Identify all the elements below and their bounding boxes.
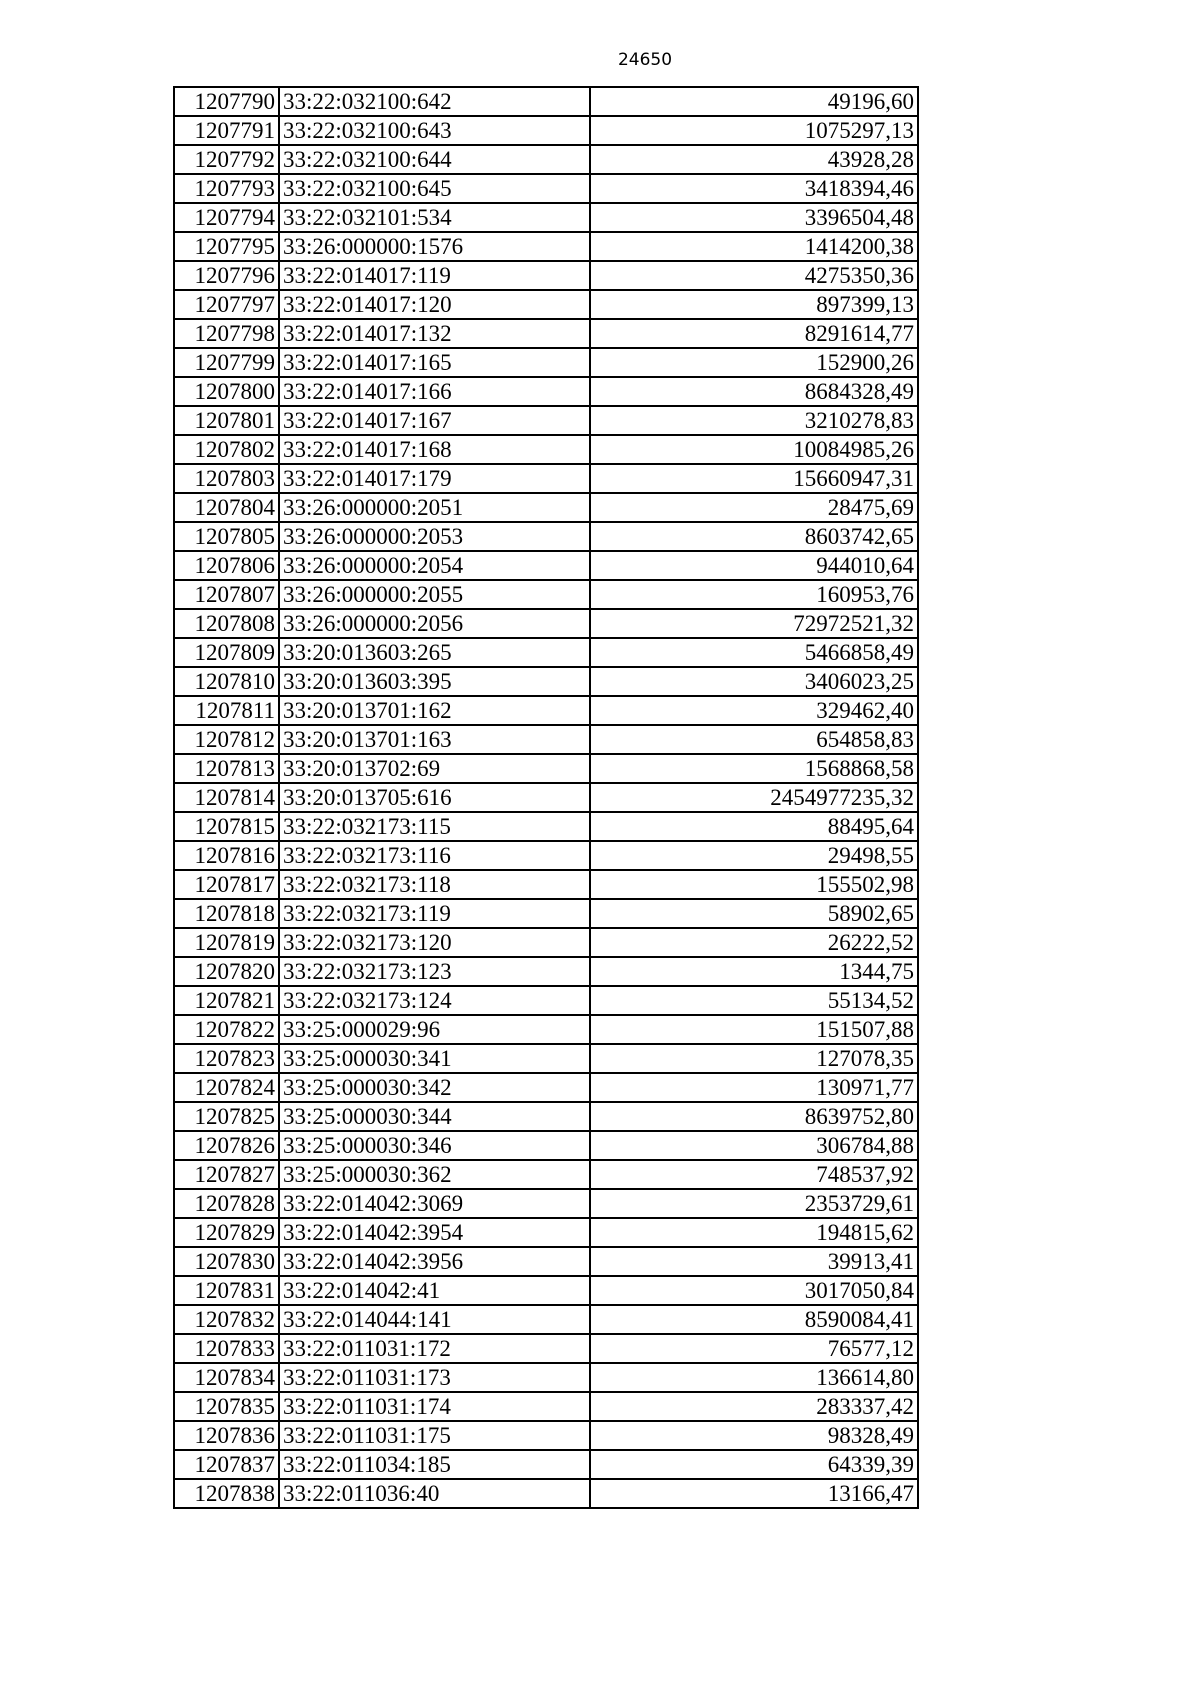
row-number-cell: 1207834 [174,1363,279,1392]
cadastral-number-cell: 33:22:011036:40 [279,1479,590,1508]
table-row [174,957,918,986]
cadastral-number-cell: 33:22:032100:645 [279,174,590,203]
table-row [174,1015,918,1044]
table-row [174,145,918,174]
cadastral-number-cell: 33:22:032173:124 [279,986,590,1015]
cadastral-number-cell: 33:22:032173:123 [279,957,590,986]
row-number-cell: 1207809 [174,638,279,667]
row-number-cell: 1207836 [174,1421,279,1450]
row-number-cell: 1207816 [174,841,279,870]
row-number-cell: 1207820 [174,957,279,986]
row-number-cell: 1207827 [174,1160,279,1189]
cadastral-value-cell: 88495,64 [590,812,918,841]
cadastral-number-cell: 33:22:014017:166 [279,377,590,406]
cadastral-number-cell: 33:22:032173:120 [279,928,590,957]
row-number-cell: 1207803 [174,464,279,493]
row-number-cell: 1207805 [174,522,279,551]
table-row [174,1102,918,1131]
cadastral-number-cell: 33:22:014042:3069 [279,1189,590,1218]
table-row [174,406,918,435]
cadastral-number-cell: 33:22:014017:179 [279,464,590,493]
cadastral-number-cell: 33:20:013702:69 [279,754,590,783]
cadastral-number-cell: 33:22:014017:132 [279,319,590,348]
cadastral-number-cell: 33:22:014017:119 [279,261,590,290]
cadastral-value-cell: 29498,55 [590,841,918,870]
table-row [174,493,918,522]
cadastral-number-cell: 33:22:014017:167 [279,406,590,435]
cadastral-value-cell: 8603742,65 [590,522,918,551]
table-row [174,232,918,261]
cadastral-value-cell: 76577,12 [590,1334,918,1363]
row-number-cell: 1207791 [174,116,279,145]
row-number-cell: 1207818 [174,899,279,928]
table-row [174,319,918,348]
cadastral-value-cell: 98328,49 [590,1421,918,1450]
cadastral-number-cell: 33:20:013705:616 [279,783,590,812]
row-number-cell: 1207831 [174,1276,279,1305]
cadastral-number-cell: 33:22:014017:120 [279,290,590,319]
cadastral-value-cell: 1568868,58 [590,754,918,783]
table-row [174,928,918,957]
cadastral-value-cell: 8684328,49 [590,377,918,406]
cadastral-value-cell: 152900,26 [590,348,918,377]
row-number-cell: 1207826 [174,1131,279,1160]
table-row [174,986,918,1015]
cadastral-value-cell: 151507,88 [590,1015,918,1044]
table-row [174,696,918,725]
row-number-cell: 1207796 [174,261,279,290]
cadastral-number-cell: 33:20:013701:162 [279,696,590,725]
cadastral-value-cell: 4275350,36 [590,261,918,290]
cadastral-value-cell: 8590084,41 [590,1305,918,1334]
row-number-cell: 1207823 [174,1044,279,1073]
cadastral-number-cell: 33:26:000000:2056 [279,609,590,638]
cadastral-value-cell: 58902,65 [590,899,918,928]
cadastral-value-cell: 1075297,13 [590,116,918,145]
row-number-cell: 1207808 [174,609,279,638]
row-number-cell: 1207797 [174,290,279,319]
table-row [174,203,918,232]
cadastral-number-cell: 33:22:014017:168 [279,435,590,464]
cadastral-value-cell: 2353729,61 [590,1189,918,1218]
row-number-cell: 1207833 [174,1334,279,1363]
row-number-cell: 1207838 [174,1479,279,1508]
cadastral-value-cell: 3406023,25 [590,667,918,696]
cadastral-number-cell: 33:25:000030:344 [279,1102,590,1131]
cadastral-value-cell: 3017050,84 [590,1276,918,1305]
cadastral-value-cell: 28475,69 [590,493,918,522]
table-row [174,174,918,203]
table-row [174,261,918,290]
table-row [174,1305,918,1334]
row-number-cell: 1207824 [174,1073,279,1102]
table-row [174,1073,918,1102]
cadastral-value-cell: 13166,47 [590,1479,918,1508]
cadastral-number-cell: 33:22:011031:174 [279,1392,590,1421]
row-number-cell: 1207801 [174,406,279,435]
cadastral-value-cell: 748537,92 [590,1160,918,1189]
row-number-cell: 1207813 [174,754,279,783]
cadastral-value-cell: 283337,42 [590,1392,918,1421]
cadastral-number-cell: 33:22:011031:172 [279,1334,590,1363]
row-number-cell: 1207798 [174,319,279,348]
cadastral-value-cell: 160953,76 [590,580,918,609]
cadastral-number-cell: 33:22:014042:3956 [279,1247,590,1276]
cadastral-value-cell: 654858,83 [590,725,918,754]
cadastral-number-cell: 33:26:000000:1576 [279,232,590,261]
cadastral-value-cell: 15660947,31 [590,464,918,493]
row-number-cell: 1207794 [174,203,279,232]
row-number-cell: 1207795 [174,232,279,261]
cadastral-number-cell: 33:22:032100:643 [279,116,590,145]
cadastral-value-cell: 10084985,26 [590,435,918,464]
cadastral-number-cell: 33:22:032173:115 [279,812,590,841]
table-row [174,464,918,493]
table-row [174,1421,918,1450]
cadastral-number-cell: 33:25:000030:341 [279,1044,590,1073]
cadastral-number-cell: 33:25:000030:342 [279,1073,590,1102]
row-number-cell: 1207790 [174,87,279,116]
row-number-cell: 1207829 [174,1218,279,1247]
table-row [174,1218,918,1247]
cadastral-number-cell: 33:22:011031:175 [279,1421,590,1450]
cadastral-value-cell: 329462,40 [590,696,918,725]
cadastral-value-cell: 127078,35 [590,1044,918,1073]
table-body [174,87,918,1508]
table-row [174,870,918,899]
cadastral-number-cell: 33:26:000000:2053 [279,522,590,551]
cadastral-value-cell: 944010,64 [590,551,918,580]
table-row [174,725,918,754]
cadastral-number-cell: 33:20:013701:163 [279,725,590,754]
table-row [174,1392,918,1421]
table-row [174,116,918,145]
row-number-cell: 1207815 [174,812,279,841]
row-number-cell: 1207837 [174,1450,279,1479]
table-row [174,1044,918,1073]
table-row [174,1450,918,1479]
row-number-cell: 1207804 [174,493,279,522]
table-row [174,377,918,406]
cadastral-value-cell: 130971,77 [590,1073,918,1102]
cadastral-number-cell: 33:22:032173:119 [279,899,590,928]
cadastral-number-cell: 33:22:014042:3954 [279,1218,590,1247]
row-number-cell: 1207800 [174,377,279,406]
cadastral-value-cell: 3210278,83 [590,406,918,435]
row-number-cell: 1207814 [174,783,279,812]
table-row [174,1189,918,1218]
cadastral-value-cell: 1344,75 [590,957,918,986]
cadastral-number-cell: 33:26:000000:2054 [279,551,590,580]
cadastral-number-cell: 33:25:000030:346 [279,1131,590,1160]
table-row [174,1334,918,1363]
row-number-cell: 1207810 [174,667,279,696]
table-row [174,783,918,812]
cadastral-number-cell: 33:22:014042:41 [279,1276,590,1305]
cadastral-number-cell: 33:22:032173:118 [279,870,590,899]
cadastral-value-cell: 26222,52 [590,928,918,957]
table-row [174,1247,918,1276]
row-number-cell: 1207830 [174,1247,279,1276]
table-row [174,435,918,464]
cadastral-value-cell: 3396504,48 [590,203,918,232]
table-row [174,1479,918,1508]
row-number-cell: 1207812 [174,725,279,754]
cadastral-value-cell: 39913,41 [590,1247,918,1276]
cadastral-number-cell: 33:22:032100:644 [279,145,590,174]
table-row [174,899,918,928]
cadastral-number-cell: 33:22:032101:534 [279,203,590,232]
cadastral-value-cell: 306784,88 [590,1131,918,1160]
cadastral-value-cell: 897399,13 [590,290,918,319]
cadastral-value-cell: 2454977235,32 [590,783,918,812]
row-number-cell: 1207793 [174,174,279,203]
table-row [174,841,918,870]
table-row [174,87,918,116]
cadastral-value-cell: 49196,60 [590,87,918,116]
cadastral-value-cell: 1414200,38 [590,232,918,261]
row-number-cell: 1207819 [174,928,279,957]
cadastral-number-cell: 33:22:011034:185 [279,1450,590,1479]
row-number-cell: 1207792 [174,145,279,174]
table-row [174,609,918,638]
cadastral-value-cell: 3418394,46 [590,174,918,203]
row-number-cell: 1207832 [174,1305,279,1334]
cadastral-value-cell: 55134,52 [590,986,918,1015]
cadastral-value-cell: 64339,39 [590,1450,918,1479]
row-number-cell: 1207799 [174,348,279,377]
cadastral-number-cell: 33:22:014017:165 [279,348,590,377]
table-row [174,754,918,783]
table-row [174,1131,918,1160]
cadastral-number-cell: 33:22:014044:141 [279,1305,590,1334]
cadastral-value-cell: 194815,62 [590,1218,918,1247]
row-number-cell: 1207807 [174,580,279,609]
cadastral-value-cell: 8291614,77 [590,319,918,348]
row-number-cell: 1207835 [174,1392,279,1421]
row-number-cell: 1207817 [174,870,279,899]
cadastral-number-cell: 33:22:032173:116 [279,841,590,870]
table-row [174,551,918,580]
row-number-cell: 1207825 [174,1102,279,1131]
cadastral-number-cell: 33:22:032100:642 [279,87,590,116]
cadastral-value-cell: 136614,80 [590,1363,918,1392]
table-row [174,1363,918,1392]
page-number: 24650 [617,50,673,70]
row-number-cell: 1207822 [174,1015,279,1044]
cadastral-value-table [173,86,919,1509]
cadastral-number-cell: 33:26:000000:2055 [279,580,590,609]
row-number-cell: 1207806 [174,551,279,580]
table-row [174,580,918,609]
table-row [174,1160,918,1189]
table-row [174,1276,918,1305]
cadastral-number-cell: 33:22:011031:173 [279,1363,590,1392]
cadastral-value-cell: 72972521,32 [590,609,918,638]
table-row [174,348,918,377]
cadastral-value-cell: 8639752,80 [590,1102,918,1131]
cadastral-number-cell: 33:20:013603:395 [279,667,590,696]
row-number-cell: 1207828 [174,1189,279,1218]
cadastral-value-cell: 43928,28 [590,145,918,174]
row-number-cell: 1207802 [174,435,279,464]
cadastral-number-cell: 33:25:000030:362 [279,1160,590,1189]
table-row [174,522,918,551]
table-row [174,638,918,667]
cadastral-value-cell: 5466858,49 [590,638,918,667]
row-number-cell: 1207811 [174,696,279,725]
cadastral-value-cell: 155502,98 [590,870,918,899]
table-row [174,290,918,319]
cadastral-number-cell: 33:26:000000:2051 [279,493,590,522]
table-row [174,812,918,841]
cadastral-number-cell: 33:25:000029:96 [279,1015,590,1044]
row-number-cell: 1207821 [174,986,279,1015]
cadastral-number-cell: 33:20:013603:265 [279,638,590,667]
table-row [174,667,918,696]
